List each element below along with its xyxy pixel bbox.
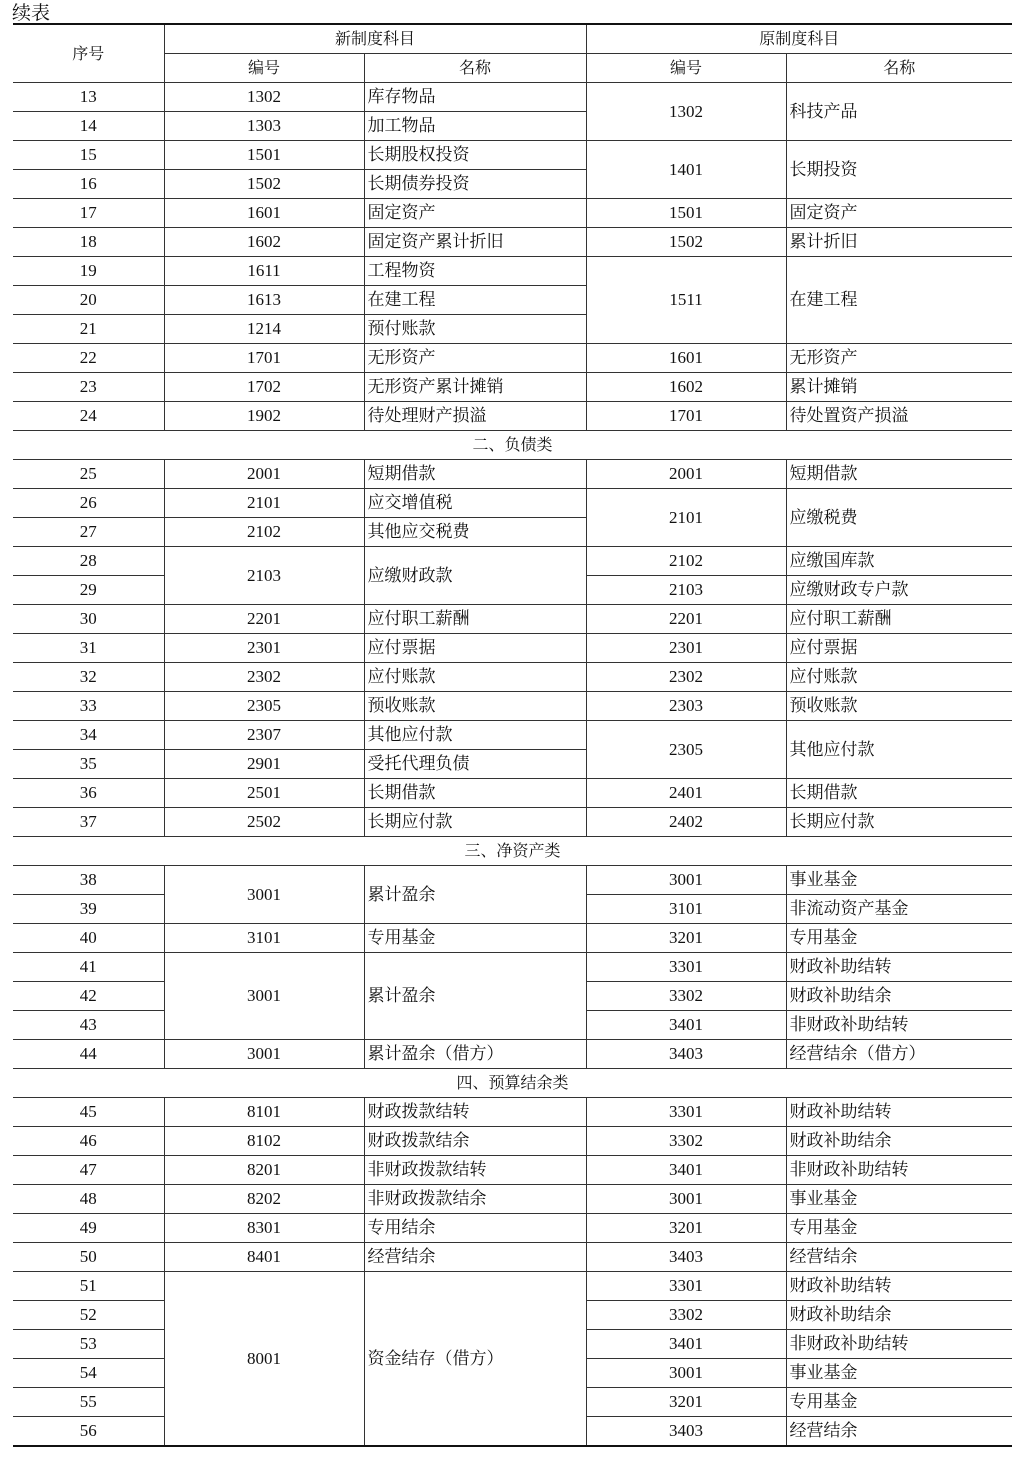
seq-cell: 16 [13,170,164,199]
table-row [13,141,1012,170]
section-row [13,431,1012,460]
new-name-cell: 在建工程 [364,286,586,315]
new-name-cell: 应付账款 [364,663,586,692]
seq-cell: 32 [13,663,164,692]
seq-cell: 27 [13,518,164,547]
old-system-header: 原制度科目 [586,24,1012,54]
new-code-cell: 8301 [164,1214,364,1243]
new-name-cell: 受托代理负债 [364,750,586,779]
new-code-cell: 2305 [164,692,364,721]
new-name-cell: 固定资产累计折旧 [364,228,586,257]
seq-cell: 23 [13,373,164,402]
section-title: 四、预算结余类 [13,1069,1012,1098]
seq-cell: 35 [13,750,164,779]
seq-cell: 46 [13,1127,164,1156]
seq-cell: 43 [13,1011,164,1040]
new-name-cell: 资金结存（借方） [364,1272,586,1447]
old-name-cell: 应付职工薪酬 [786,605,1012,634]
new-name-header: 名称 [364,54,586,83]
seq-cell: 34 [13,721,164,750]
old-name-cell: 其他应付款 [786,721,1012,779]
seq-cell: 42 [13,982,164,1011]
new-code-cell: 1701 [164,344,364,373]
table-row [13,489,1012,518]
seq-cell: 38 [13,866,164,895]
seq-cell: 26 [13,489,164,518]
seq-cell: 21 [13,315,164,344]
new-name-cell: 累计盈余 [364,953,586,1040]
table-row [13,1185,1012,1214]
table-row [13,1127,1012,1156]
old-code-cell: 2001 [586,460,786,489]
old-name-cell: 应缴国库款 [786,547,1012,576]
section-title: 三、净资产类 [13,837,1012,866]
old-code-cell: 3001 [586,866,786,895]
seq-cell: 24 [13,402,164,431]
new-name-cell: 库存物品 [364,83,586,112]
old-code-cell: 1401 [586,141,786,199]
old-code-cell: 3101 [586,895,786,924]
old-code-cell: 3401 [586,1156,786,1185]
continued-label: 续表 [12,2,51,24]
new-code-cell: 8101 [164,1098,364,1127]
section-row [13,1069,1012,1098]
old-name-cell: 经营结余 [786,1417,1012,1447]
old-code-cell: 3403 [586,1417,786,1447]
new-name-cell: 专用结余 [364,1214,586,1243]
new-name-cell: 应付票据 [364,634,586,663]
new-name-cell: 经营结余 [364,1243,586,1272]
old-code-cell: 3302 [586,1127,786,1156]
old-code-cell: 1501 [586,199,786,228]
new-name-cell: 长期债券投资 [364,170,586,199]
account-mapping-table [13,23,1012,1447]
old-code-cell: 1502 [586,228,786,257]
seq-cell: 54 [13,1359,164,1388]
new-name-cell: 工程物资 [364,257,586,286]
seq-cell: 22 [13,344,164,373]
old-name-cell: 长期投资 [786,141,1012,199]
seq-cell: 18 [13,228,164,257]
table-row [13,866,1012,895]
table-body [13,83,1012,1447]
new-name-cell: 预收账款 [364,692,586,721]
old-code-cell: 3302 [586,1301,786,1330]
new-name-cell: 应缴财政款 [364,547,586,605]
old-code-cell: 3403 [586,1040,786,1069]
table-row [13,1156,1012,1185]
new-code-cell: 2901 [164,750,364,779]
new-code-cell: 1214 [164,315,364,344]
new-code-cell: 1601 [164,199,364,228]
old-code-cell: 1602 [586,373,786,402]
seq-cell: 47 [13,1156,164,1185]
old-code-cell: 1701 [586,402,786,431]
seq-cell: 49 [13,1214,164,1243]
seq-cell: 20 [13,286,164,315]
old-code-cell: 3401 [586,1011,786,1040]
new-name-cell: 应交增值税 [364,489,586,518]
old-name-cell: 无形资产 [786,344,1012,373]
new-code-cell: 2201 [164,605,364,634]
new-name-cell: 其他应交税费 [364,518,586,547]
new-code-cell: 1501 [164,141,364,170]
seq-cell: 17 [13,199,164,228]
new-name-cell: 累计盈余 [364,866,586,924]
new-code-cell: 2502 [164,808,364,837]
old-name-cell: 专用基金 [786,1214,1012,1243]
new-name-cell: 专用基金 [364,924,586,953]
table-row [13,228,1012,257]
table-row [13,779,1012,808]
new-code-cell: 2307 [164,721,364,750]
old-name-cell: 专用基金 [786,924,1012,953]
new-name-cell: 无形资产累计摊销 [364,373,586,402]
new-code-cell: 1502 [164,170,364,199]
table-row [13,199,1012,228]
table-row [13,1272,1012,1301]
table-row [13,953,1012,982]
seq-cell: 53 [13,1330,164,1359]
new-name-cell: 预付账款 [364,315,586,344]
new-code-cell: 2301 [164,634,364,663]
table-row [13,663,1012,692]
old-code-cell: 1601 [586,344,786,373]
old-name-cell: 财政补助结余 [786,982,1012,1011]
old-name-cell: 应付票据 [786,634,1012,663]
new-name-cell: 财政拨款结转 [364,1098,586,1127]
seq-cell: 19 [13,257,164,286]
old-name-cell: 财政补助结转 [786,1272,1012,1301]
seq-cell: 29 [13,576,164,605]
new-code-cell: 8201 [164,1156,364,1185]
old-name-cell: 在建工程 [786,257,1012,344]
seq-cell: 14 [13,112,164,141]
table-row [13,257,1012,286]
new-name-cell: 财政拨款结余 [364,1127,586,1156]
old-code-cell: 3301 [586,1272,786,1301]
table-row [13,808,1012,837]
table-row [13,402,1012,431]
seq-cell: 40 [13,924,164,953]
new-code-cell: 8202 [164,1185,364,1214]
old-name-cell: 长期借款 [786,779,1012,808]
old-name-cell: 非财政补助结转 [786,1330,1012,1359]
new-code-cell: 2101 [164,489,364,518]
old-name-cell: 财政补助结余 [786,1301,1012,1330]
table-row [13,721,1012,750]
section-row [13,837,1012,866]
old-name-cell: 非财政补助结转 [786,1156,1012,1185]
new-code-cell: 3001 [164,953,364,1040]
seq-cell: 13 [13,83,164,112]
seq-cell: 51 [13,1272,164,1301]
new-name-cell: 短期借款 [364,460,586,489]
old-name-cell: 科技产品 [786,83,1012,141]
new-code-cell: 3001 [164,1040,364,1069]
old-code-cell: 3201 [586,924,786,953]
new-name-cell: 固定资产 [364,199,586,228]
old-code-cell: 3201 [586,1388,786,1417]
table-row [13,344,1012,373]
new-code-cell: 1611 [164,257,364,286]
old-name-cell: 事业基金 [786,866,1012,895]
new-code-cell: 1302 [164,83,364,112]
old-code-header: 编号 [586,54,786,83]
old-name-cell: 预收账款 [786,692,1012,721]
seq-header: 序号 [13,24,164,83]
old-name-cell: 应付账款 [786,663,1012,692]
old-name-cell: 短期借款 [786,460,1012,489]
seq-cell: 33 [13,692,164,721]
table-row [13,634,1012,663]
header-row-1 [13,24,1012,54]
old-code-cell: 2402 [586,808,786,837]
old-code-cell: 3401 [586,1330,786,1359]
new-code-cell: 8102 [164,1127,364,1156]
new-code-cell: 3001 [164,866,364,924]
seq-cell: 37 [13,808,164,837]
old-code-cell: 2302 [586,663,786,692]
old-name-cell: 事业基金 [786,1359,1012,1388]
old-code-cell: 2102 [586,547,786,576]
new-system-header: 新制度科目 [164,24,586,54]
old-name-cell: 累计摊销 [786,373,1012,402]
seq-cell: 25 [13,460,164,489]
new-code-cell: 2001 [164,460,364,489]
old-name-cell: 经营结余 [786,1243,1012,1272]
old-name-cell: 财政补助结转 [786,953,1012,982]
old-code-cell: 1511 [586,257,786,344]
seq-cell: 41 [13,953,164,982]
new-name-cell: 应付职工薪酬 [364,605,586,634]
old-name-cell: 应缴税费 [786,489,1012,547]
old-code-cell: 2303 [586,692,786,721]
new-code-cell: 1702 [164,373,364,402]
new-name-cell: 加工物品 [364,112,586,141]
old-code-cell: 2401 [586,779,786,808]
old-name-cell: 财政补助结余 [786,1127,1012,1156]
new-code-cell: 2501 [164,779,364,808]
old-code-cell: 3301 [586,1098,786,1127]
seq-cell: 30 [13,605,164,634]
table-row [13,1098,1012,1127]
old-code-cell: 3201 [586,1214,786,1243]
new-code-cell: 1613 [164,286,364,315]
new-code-cell: 2102 [164,518,364,547]
seq-cell: 39 [13,895,164,924]
old-name-cell: 累计折旧 [786,228,1012,257]
section-title: 二、负债类 [13,431,1012,460]
new-name-cell: 长期股权投资 [364,141,586,170]
new-code-cell: 1902 [164,402,364,431]
seq-cell: 48 [13,1185,164,1214]
new-name-cell: 无形资产 [364,344,586,373]
old-code-cell: 3403 [586,1243,786,1272]
new-code-header: 编号 [164,54,364,83]
new-name-cell: 其他应付款 [364,721,586,750]
new-name-cell: 累计盈余（借方） [364,1040,586,1069]
old-name-cell: 财政补助结转 [786,1098,1012,1127]
new-code-cell: 2302 [164,663,364,692]
seq-cell: 55 [13,1388,164,1417]
old-code-cell: 3302 [586,982,786,1011]
old-name-cell: 非财政补助结转 [786,1011,1012,1040]
new-code-cell: 1303 [164,112,364,141]
table-row [13,460,1012,489]
seq-cell: 45 [13,1098,164,1127]
old-code-cell: 1302 [586,83,786,141]
table-row [13,1214,1012,1243]
old-code-cell: 3301 [586,953,786,982]
table-row [13,83,1012,112]
seq-cell: 31 [13,634,164,663]
old-code-cell: 2103 [586,576,786,605]
new-name-cell: 非财政拨款结转 [364,1156,586,1185]
old-code-cell: 2301 [586,634,786,663]
old-name-cell: 专用基金 [786,1388,1012,1417]
seq-cell: 52 [13,1301,164,1330]
old-code-cell: 2305 [586,721,786,779]
new-name-cell: 待处理财产损溢 [364,402,586,431]
table-row [13,1243,1012,1272]
seq-cell: 36 [13,779,164,808]
new-code-cell: 1602 [164,228,364,257]
old-code-cell: 3001 [586,1185,786,1214]
seq-cell: 50 [13,1243,164,1272]
old-code-cell: 2101 [586,489,786,547]
old-code-cell: 2201 [586,605,786,634]
old-name-cell: 长期应付款 [786,808,1012,837]
table-row [13,547,1012,576]
seq-cell: 15 [13,141,164,170]
seq-cell: 44 [13,1040,164,1069]
table-row [13,1040,1012,1069]
seq-cell: 28 [13,547,164,576]
table-row [13,924,1012,953]
old-name-cell: 事业基金 [786,1185,1012,1214]
new-code-cell: 2103 [164,547,364,605]
new-code-cell: 8401 [164,1243,364,1272]
table-row [13,605,1012,634]
table-row [13,373,1012,402]
new-name-cell: 长期借款 [364,779,586,808]
seq-cell: 56 [13,1417,164,1447]
old-name-cell: 待处置资产损溢 [786,402,1012,431]
table-row [13,692,1012,721]
old-name-header: 名称 [786,54,1012,83]
new-code-cell: 3101 [164,924,364,953]
new-name-cell: 非财政拨款结余 [364,1185,586,1214]
old-name-cell: 经营结余（借方） [786,1040,1012,1069]
new-name-cell: 长期应付款 [364,808,586,837]
old-code-cell: 3001 [586,1359,786,1388]
old-name-cell: 固定资产 [786,199,1012,228]
old-name-cell: 应缴财政专户款 [786,576,1012,605]
old-name-cell: 非流动资产基金 [786,895,1012,924]
new-code-cell: 8001 [164,1272,364,1447]
